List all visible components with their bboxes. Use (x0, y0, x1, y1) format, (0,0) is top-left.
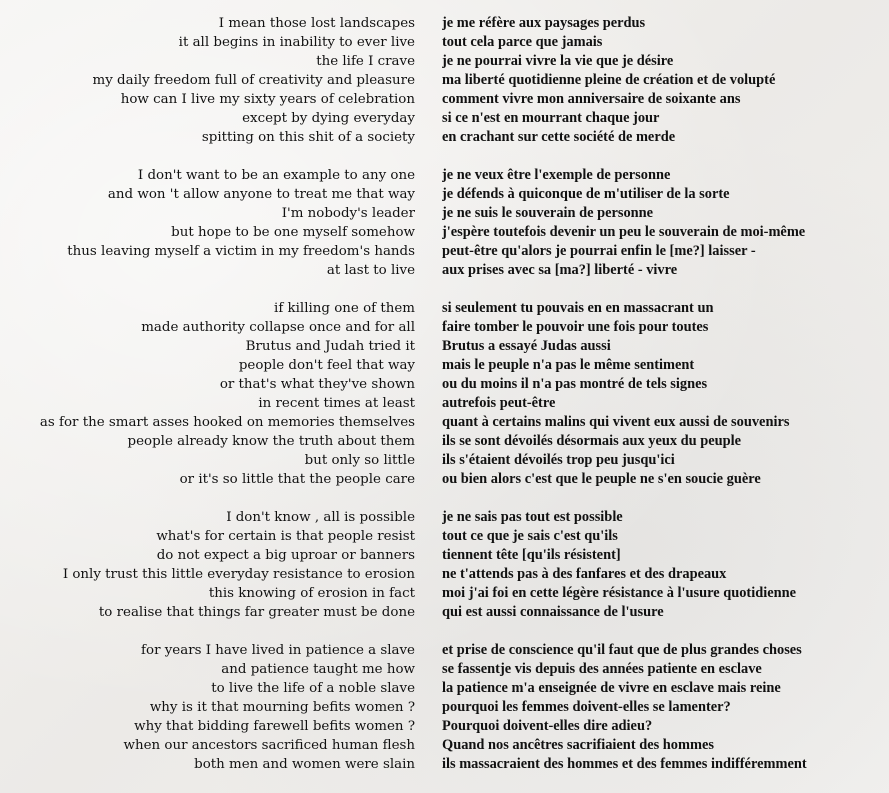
french-line: si seulement tu pouvais en en massacrant un (442, 300, 714, 316)
english-line: Brutus and Judah tried it (245, 339, 415, 354)
french-line: autrefois peut-être (442, 395, 556, 411)
poem-line (0, 527, 889, 546)
english-line: except by dying everyday (242, 111, 415, 126)
french-line: tout cela parce que jamais (442, 34, 603, 50)
french-line: je ne pourrai vivre la vie que je désire (442, 53, 674, 69)
poem-line (0, 584, 889, 603)
french-line: ils s'étaient dévoilés trop peu jusqu'ici (442, 452, 675, 468)
english-line: I don't want to be an example to any one (137, 168, 415, 183)
french-line: faire tomber le pouvoir une fois pour toutes (442, 319, 709, 335)
english-line: it all begins in inability to ever live (178, 35, 415, 50)
french-line: j'espère toutefois devenir un peu le souverain de moi-même (442, 224, 806, 240)
english-line: do not expect a big uproar or banners (156, 548, 415, 563)
french-line: tiennent tête [qu'ils résistent] (442, 547, 621, 563)
english-line: to live the life of a noble slave (211, 681, 415, 696)
english-line: and patience taught me how (221, 662, 415, 677)
french-line: et prise de conscience qu'il faut que de plus grandes choses (442, 642, 802, 658)
french-line: comment vivre mon anniversaire de soixante ans (442, 91, 741, 107)
poem-line (0, 679, 889, 698)
french-line: Quand nos ancêtres sacrifiaient des hommes (442, 737, 714, 753)
poem-line (0, 565, 889, 584)
bilingual-poem (0, 14, 889, 793)
poem-line (0, 546, 889, 565)
english-line: to realise that things far greater must be done (98, 605, 415, 620)
english-line: I only trust this little everyday resistance to erosion (62, 567, 415, 582)
french-line: mais le peuple n'a pas le même sentiment (442, 357, 695, 373)
poem-line (0, 223, 889, 242)
english-line: how can I live my sixty years of celebration (120, 92, 415, 107)
english-line: when our ancestors sacrificed human flesh (123, 738, 415, 753)
poem-line (0, 14, 889, 33)
french-line: Pourquoi doivent-elles dire adieu? (442, 718, 653, 734)
english-line: my daily freedom full of creativity and pleasure (92, 73, 415, 88)
french-line: ne t'attends pas à des fanfares et des drapeaux (442, 566, 727, 582)
french-line: tout ce que je sais c'est qu'ils (442, 528, 618, 544)
english-line: this knowing of erosion in fact (208, 586, 415, 601)
french-line: ou du moins il n'a pas montré de tels signes (442, 376, 708, 392)
poem-line (0, 736, 889, 755)
poem-line (0, 204, 889, 223)
english-line: but only so little (304, 453, 415, 468)
french-line: pourquoi les femmes doivent-elles se lamenter? (442, 699, 731, 715)
french-line: ma liberté quotidienne pleine de création et de volupté (442, 72, 776, 88)
french-line: moi j'ai foi en cette légère résistance à l'usure quotidienne (442, 585, 796, 601)
poem-line (0, 755, 889, 774)
poem-line (0, 394, 889, 413)
french-line: Brutus a essayé Judas aussi (442, 338, 611, 354)
french-line: qui est aussi connaissance de l'usure (442, 604, 664, 620)
poem-line (0, 109, 889, 128)
poem-line (0, 451, 889, 470)
english-line: in recent times at least (258, 396, 415, 411)
poem-line (0, 242, 889, 261)
french-line: aux prises avec sa [ma?] liberté - vivre (442, 262, 678, 278)
french-line: je ne suis le souverain de personne (442, 205, 654, 221)
poem-line (0, 375, 889, 394)
french-line: je me réfère aux paysages perdus (442, 15, 646, 31)
french-line: ils massacraient des hommes et des femmes indifféremment (442, 756, 807, 772)
english-line: I'm nobody's leader (281, 206, 415, 221)
french-line: si ce n'est en mourrant chaque jour (442, 110, 660, 126)
poem-line (0, 432, 889, 451)
poem-line (0, 166, 889, 185)
poem-line (0, 299, 889, 318)
poem-line (0, 185, 889, 204)
poem-line (0, 717, 889, 736)
poem-line (0, 33, 889, 52)
poem-line (0, 356, 889, 375)
english-line: if killing one of them (274, 301, 415, 316)
english-line: and won 't allow anyone to treat me that way (107, 187, 415, 202)
english-line: made authority collapse once and for all (141, 320, 415, 335)
poem-line (0, 128, 889, 147)
english-line: why that bidding farewell befits women ? (134, 719, 415, 734)
english-line: or that's what they've shown (219, 377, 415, 392)
english-line: as for the smart asses hooked on memories themselves (39, 415, 415, 430)
french-line: quant à certains malins qui vivent eux aussi de souvenirs (442, 414, 790, 430)
english-line: people don't feel that way (238, 358, 415, 373)
french-line: je ne sais pas tout est possible (442, 509, 623, 525)
french-line: se fassentje vis depuis des années patiente en esclave (442, 661, 762, 677)
english-line: at last to live (326, 263, 415, 278)
poem-line (0, 90, 889, 109)
english-line: people already know the truth about them (127, 434, 415, 449)
poem-line (0, 413, 889, 432)
stanza (0, 299, 889, 489)
french-line: je défends à quiconque de m'utiliser de la sorte (442, 186, 730, 202)
french-line: en crachant sur cette société de merde (442, 129, 676, 145)
poem-line (0, 261, 889, 280)
english-line: for years I have lived in patience a slave (141, 643, 415, 658)
poem-line (0, 52, 889, 71)
french-line: peut-être qu'alors je pourrai enfin le [me?] laisser - (442, 243, 756, 259)
english-line: but hope to be one myself somehow (171, 225, 415, 240)
poem-line (0, 641, 889, 660)
poem-line (0, 698, 889, 717)
english-line: I mean those lost landscapes (218, 16, 415, 31)
poem-line (0, 603, 889, 622)
french-line: ou bien alors c'est que le peuple ne s'en soucie guère (442, 471, 761, 487)
poem-line (0, 660, 889, 679)
stanza (0, 508, 889, 622)
stanza (0, 166, 889, 280)
english-line: what's for certain is that people resist (156, 529, 415, 544)
french-line: je ne veux être l'exemple de personne (442, 167, 671, 183)
english-line: why is it that mourning befits women ? (149, 700, 415, 715)
poem-line (0, 71, 889, 90)
poem-line (0, 337, 889, 356)
poem-line (0, 508, 889, 527)
stanza (0, 641, 889, 774)
english-line: thus leaving myself a victim in my freedom's hands (67, 244, 415, 259)
french-line: la patience m'a enseignée de vivre en esclave mais reine (442, 680, 781, 696)
poem-line (0, 470, 889, 489)
english-line: or it's so little that the people care (179, 472, 415, 487)
english-line: spitting on this shit of a society (201, 130, 415, 145)
poem-line (0, 318, 889, 337)
english-line: the life I crave (316, 54, 415, 69)
french-line: ils se sont dévoilés désormais aux yeux du peuple (442, 433, 742, 449)
stanza (0, 14, 889, 147)
english-line: I don't know , all is possible (226, 510, 415, 525)
english-line: both men and women were slain (194, 757, 415, 772)
